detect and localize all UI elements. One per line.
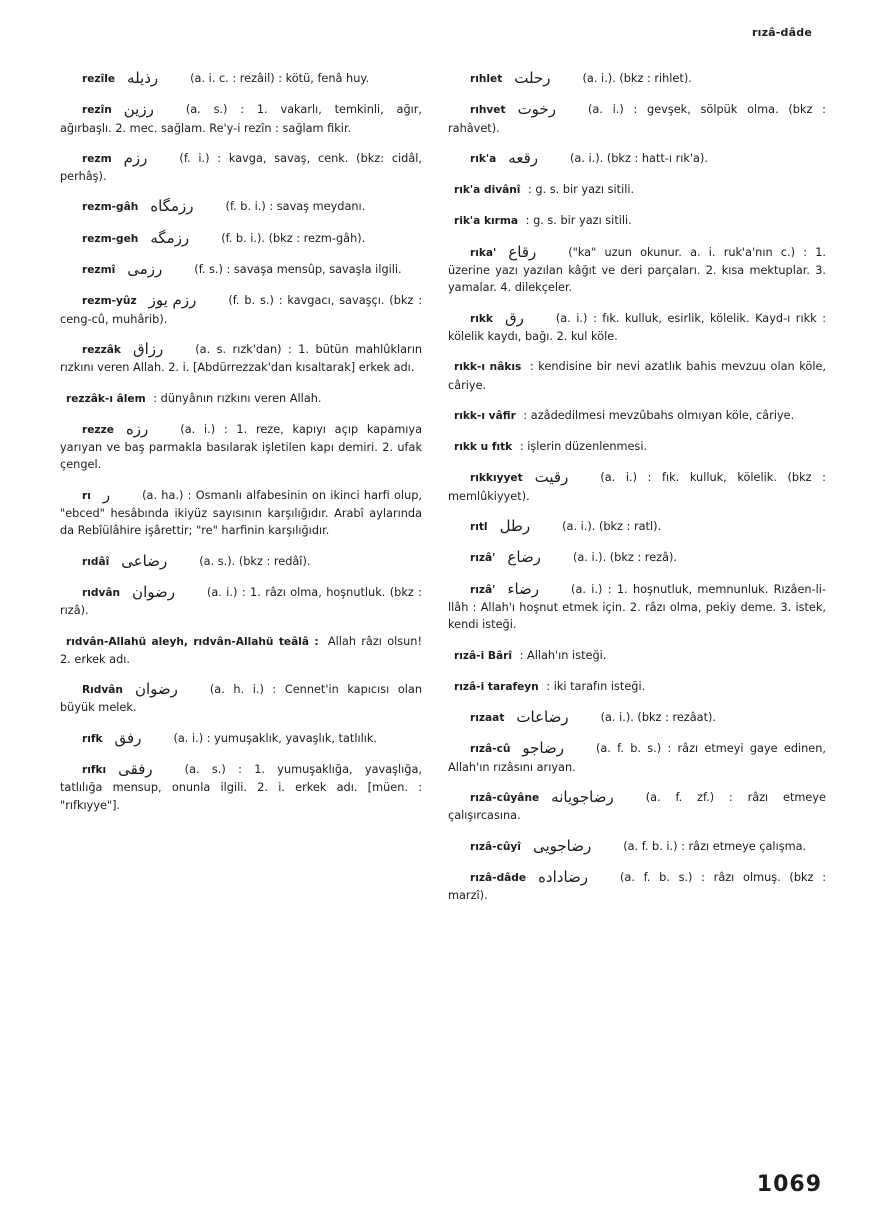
definition: (a. f. b. i.) : râzı etmeye çalışma. xyxy=(623,839,807,853)
sub-entry xyxy=(448,407,826,425)
headword: rezzâk xyxy=(82,343,121,356)
dictionary-entry xyxy=(60,101,422,137)
dictionary-entry xyxy=(448,789,826,825)
dictionary-entry xyxy=(448,70,826,88)
dictionary-entry xyxy=(60,198,422,216)
dictionary-entry xyxy=(448,244,826,297)
headword: rızâ-dâde xyxy=(470,871,527,884)
headword: rıkkıyyet xyxy=(470,472,523,485)
arabic-script: رفق xyxy=(114,728,142,747)
arabic-script: رضوان xyxy=(132,582,175,601)
arabic-script: رخوت xyxy=(517,100,556,119)
arabic-script: رضاعات xyxy=(516,708,569,727)
headword: rıdvân-Allahü aleyh, rıdvân-Allahü teâlâ : xyxy=(66,635,319,648)
definition: (f. b. s.) : kavgacı, savaşçı. (bkz : ceng-cû, muhârib). xyxy=(60,294,422,326)
arabic-script: رضاجویی xyxy=(532,836,592,855)
page-number: 1069 xyxy=(756,1172,822,1197)
definition: (a. s.) : 1. vakarlı, temkinli, ağır, ağırbaşlı. 2. mec. sağlam. Re'y-i rezîn : sağlam fikir. xyxy=(60,103,422,135)
definition: : Allah'ın isteği. xyxy=(519,648,607,662)
arabic-script: رطل xyxy=(499,517,531,536)
definition: (a. i.) : yumuşaklık, yavaşlık, tatlılık. xyxy=(173,731,378,745)
dictionary-entry xyxy=(448,469,826,505)
arabic-script: رق xyxy=(504,308,524,327)
definition: (a. f. b. s.) : râzı etmeyi gaye edinen, Allah'ın rızâsını arıyan. xyxy=(448,742,826,774)
sub-entry xyxy=(448,212,826,230)
definition: (a. i.). (bkz : rezâ). xyxy=(572,551,678,565)
definition: (a. i.). (bkz : rezâat). xyxy=(600,711,717,725)
headword: rezm xyxy=(82,152,112,165)
arabic-script: رزمگاه xyxy=(150,197,194,216)
headword: rızâ' xyxy=(470,552,496,565)
dictionary-entry xyxy=(448,518,826,536)
definition: : iki tarafın isteği. xyxy=(546,679,646,693)
dictionary-entry xyxy=(60,761,422,814)
dictionary-entry xyxy=(448,869,826,905)
headword: rızâ-cûyâne xyxy=(470,792,540,805)
definition: : azâdedilmesi mevzûbahs olmıyan köle, câriye. xyxy=(523,408,795,422)
arabic-script: رضاء xyxy=(507,579,540,598)
dictionary-entry xyxy=(60,584,422,620)
right-column xyxy=(448,70,826,918)
dictionary-entry xyxy=(60,261,422,279)
definition: (a. i.) : gevşek, sölpük olma. (bkz : rahâvet). xyxy=(448,103,826,135)
arabic-script: رقاع xyxy=(508,242,537,261)
definition: (a. f. zf.) : râzı etmeye çalışırcasına. xyxy=(448,791,826,823)
arabic-script: رزمی xyxy=(127,260,163,279)
headword: rızâ' xyxy=(470,583,496,596)
arabic-script: رضاع xyxy=(507,548,541,567)
sub-entry xyxy=(448,358,826,394)
sub-entry xyxy=(448,647,826,665)
headword: rezm-gâh xyxy=(82,201,139,214)
sub-entry xyxy=(60,633,422,669)
headword: rızaat xyxy=(470,712,505,725)
dictionary-entry xyxy=(60,553,422,571)
arabic-script: رضاداده xyxy=(538,867,589,886)
definition: (a. i.) : 1. râzı olma, hoşnutluk. (bkz : rızâ). xyxy=(60,585,422,618)
dictionary-entry xyxy=(448,549,826,567)
arabic-script: رقعه xyxy=(508,148,538,167)
headword: rıkk u fıtk xyxy=(454,441,513,454)
dictionary-entry xyxy=(60,341,422,377)
definition: (a. f. b. s.) : râzı olmuş. (bkz : marzî). xyxy=(448,870,826,903)
definition: : g. s. bir yazı sitili. xyxy=(528,183,635,197)
headword: rıtl xyxy=(470,521,488,534)
definition: (a. i.). (bkz : rihlet). xyxy=(582,72,692,85)
sub-entry xyxy=(448,678,826,696)
definition: (a. s. rızk'dan) : 1. bütün mahlûkların rızkını veren Allah. 2. i. [Abdürrezzak'dan kısaltarak] erkek adı. xyxy=(60,342,422,375)
running-head: rızâ-dâde xyxy=(751,26,812,39)
headword: rıkk-ı vâfir xyxy=(454,409,516,422)
sub-entry xyxy=(448,181,826,199)
dictionary-entry xyxy=(448,101,826,137)
dictionary-entry xyxy=(448,838,826,856)
definition: Allah râzı olsun! 2. erkek adı. xyxy=(60,634,422,666)
dictionary-entry xyxy=(448,150,826,168)
dictionary-entry xyxy=(448,740,826,776)
headword: rıka' xyxy=(470,246,497,259)
headword: rezîle xyxy=(82,73,116,85)
headword: Rıdvân xyxy=(82,684,123,697)
headword: rezmî xyxy=(82,264,116,277)
dictionary-entry xyxy=(60,70,422,88)
arabic-script: رزاق xyxy=(132,339,164,358)
definition: : g. s. bir yazı sitili. xyxy=(525,214,632,228)
dictionary-entry xyxy=(448,709,826,727)
arabic-script: رزم xyxy=(123,148,148,167)
definition: (a. h. i.) : Cennet'in kapıcısı olan büyük melek. xyxy=(60,683,422,715)
arabic-script: رزین xyxy=(123,100,154,119)
arabic-script: رضاجویانه xyxy=(551,788,614,807)
dictionary-entry xyxy=(60,292,422,328)
headword: rık'a divânî xyxy=(454,184,521,197)
headword: rızâ-cûyî xyxy=(470,840,521,853)
definition: : kendisine bir nevi azatlık bahis mevzuu olan köle, câriye. xyxy=(448,360,827,392)
definition: (a. i.) : 1. hoşnutluk, memnunluk. Rızâen-li-llâh : Allah'ı hoşnut etmek için. 2. râzı olma, pekiy deme. 3. istek, kendi isteği. xyxy=(448,582,826,632)
headword: rızâ-i Bârî xyxy=(454,649,512,662)
dictionary-entry xyxy=(448,581,826,634)
sub-entry xyxy=(448,438,826,456)
dictionary-entry xyxy=(60,730,422,748)
dictionary-entry xyxy=(60,681,422,717)
arabic-script: رقیت xyxy=(534,468,569,487)
arabic-script: رزه xyxy=(125,419,149,438)
headword: rezzâk-ı âlem xyxy=(66,392,146,405)
arabic-script: ر xyxy=(102,485,111,504)
definition: (f. b. i.). (bkz : rezm-gâh). xyxy=(221,231,366,245)
headword: rıhvet xyxy=(470,104,506,117)
definition: : dünyânın rızkını veren Allah. xyxy=(153,391,322,405)
headword: rıdâî xyxy=(82,555,110,568)
dictionary-entry xyxy=(448,310,826,346)
definition: (a. i.). (bkz : ratl). xyxy=(562,520,662,534)
definition: (f. s.) : savaşa mensûp, savaşla ilgili. xyxy=(194,263,402,277)
definition: (a. s.) : 1. yumuşaklığa, yavaşlığa, tatlılığa mensup, onunla ilgili. 2. i. erkek adı. [müen. : "rıfkıyye"]. xyxy=(60,763,422,812)
arabic-script: رزمگه xyxy=(150,228,190,247)
arabic-script: رفقی xyxy=(118,760,153,779)
definition: : işlerin düzenlenmesi. xyxy=(519,440,648,454)
definition: (a. i.). (bkz : hatt-ı rık'a). xyxy=(570,151,708,165)
headword: rik'a kırma xyxy=(454,215,519,228)
headword: rızâ-cû xyxy=(470,743,511,756)
headword: rezîn xyxy=(82,104,112,117)
definition: (a. i.) : fık. kulluk, kölelik. (bkz : memlûkiyyet). xyxy=(448,471,826,503)
definition: (a. i.) : fık. kulluk, esirlik, kölelik. Kayd-ı rıkk : kölelik kaydı, bağı. 2. kul köle. xyxy=(448,311,826,343)
arabic-script: رزم یوز xyxy=(148,291,197,310)
headword: rı xyxy=(82,489,91,502)
arabic-script: رضاعی xyxy=(121,551,168,570)
headword: rıhlet xyxy=(470,73,503,85)
definition: (a. i.) : 1. reze, kapıyı açıp kapamıya yarıyan ve baş parmakla basılarak işletilen kapı demiri. 2. ufak çengel. xyxy=(60,422,422,472)
definition: (f. i.) : kavga, savaş, cenk. (bkz: cidâl, perhâş). xyxy=(60,151,422,184)
arabic-script: رضوان xyxy=(134,680,178,699)
definition: (a. ha.) : Osmanlı alfabesinin on ikinci harfi olup, "ebced" hesâbında ikiyüz sayısının karşılığıdır. Arabî aylarında da Rebîülâhire işârettir; "re" harfinin karşılığıdır. xyxy=(60,488,422,538)
headword: rıdvân xyxy=(82,586,121,599)
definition: (f. b. i.) : savaş meydanı. xyxy=(225,200,366,214)
headword: rıkk xyxy=(470,312,493,325)
headword: rezm-geh xyxy=(82,232,139,245)
headword: rıfkı xyxy=(82,764,107,777)
headword: rıkk-ı nâkıs xyxy=(454,361,522,374)
arabic-script: رذیله xyxy=(127,69,159,87)
headword: rızâ-i tarafeyn xyxy=(454,680,539,693)
headword: rık'a xyxy=(470,152,497,165)
arabic-script: رحلت xyxy=(514,69,551,87)
arabic-script: رضاجو xyxy=(522,739,564,758)
headword: rezm-yûz xyxy=(82,295,137,308)
definition: ("ka" uzun okunur. a. i. ruk'a'nın c.) : 1. üzerine yazı yazılan kâğıt ve deri parçaları. 2. kısa mektuplar. 3. yamalar. 4. dilekçeler. xyxy=(448,245,826,295)
headword: rezze xyxy=(82,423,114,436)
headword: rıfk xyxy=(82,732,103,745)
dictionary-entry xyxy=(60,230,422,248)
definition: (a. i. c. : rezâil) : kötü, fenâ huy. xyxy=(190,72,370,85)
sub-entry xyxy=(60,390,422,408)
dictionary-entry xyxy=(60,487,422,540)
definition: (a. s.). (bkz : redâî). xyxy=(199,554,311,568)
left-column xyxy=(60,70,422,827)
dictionary-entry xyxy=(60,421,422,474)
dictionary-entry xyxy=(60,150,422,186)
